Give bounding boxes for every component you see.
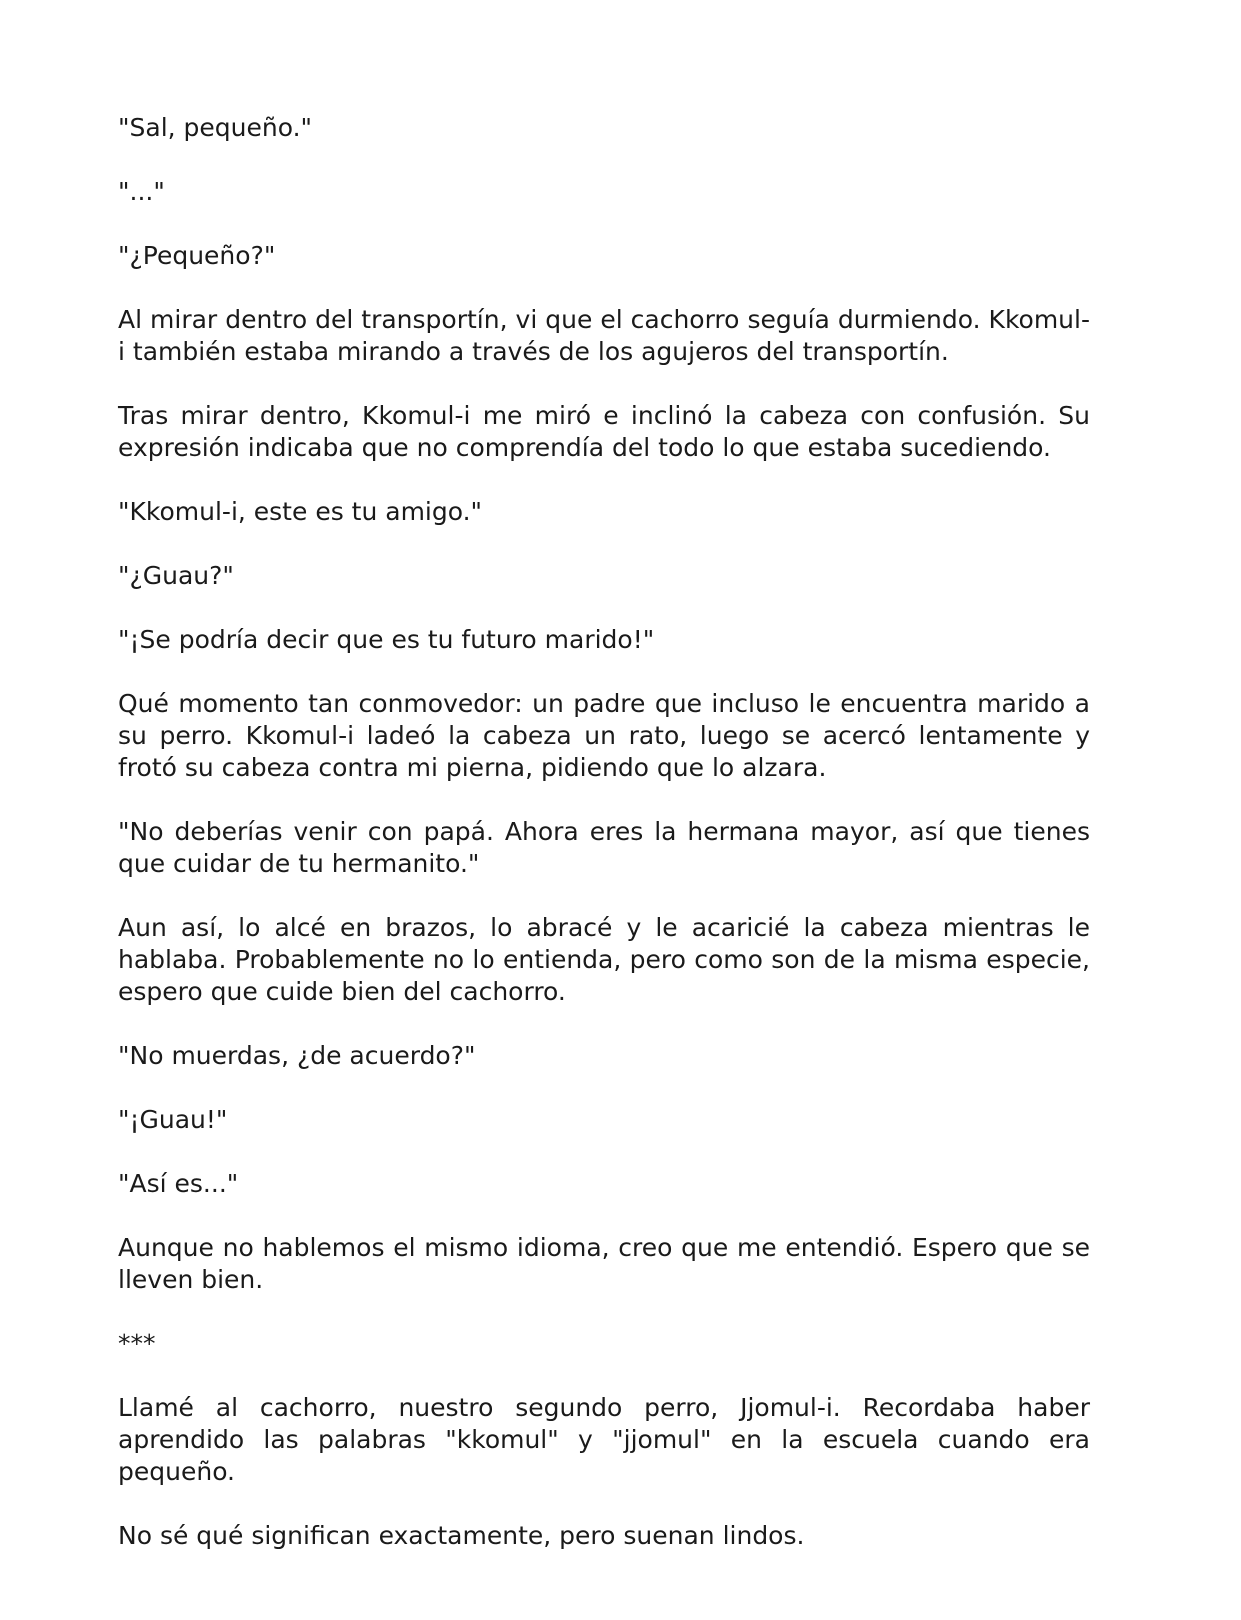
paragraph-15: Aunque no hablemos el mismo idioma, creo que me entendió. Espero que se lleven bien. [118, 1233, 1090, 1294]
paragraph-1: "Sal, pequeño." [118, 113, 313, 142]
paragraph-8: "¡Se podría decir que es tu futuro marido!" [118, 625, 655, 654]
paragraph-6: "Kkomul-i, este es tu amigo." [118, 497, 483, 526]
paragraph-7: "¿Guau?" [118, 561, 234, 590]
paragraph-10: "No deberías venir con papá. Ahora eres la hermana mayor, así que tienes que cuidar de tu hermanito." [118, 817, 1090, 878]
paragraph-9: Qué momento tan conmovedor: un padre que incluso le encuentra marido a su perro. Kkomul-i ladeó la cabeza un rato, luego se acercó lentamente y frotó su cabeza contra mi pierna, pidiendo que lo alzara. [118, 689, 1090, 782]
document-body [118, 112, 1090, 1584]
paragraph-2: "..." [118, 177, 165, 206]
paragraph-5: Tras mirar dentro, Kkomul-i me miró e inclinó la cabeza con confusión. Su expresión indicaba que no comprendía del todo lo que estaba sucediendo. [118, 401, 1090, 462]
paragraph-12: "No muerdas, ¿de acuerdo?" [118, 1041, 476, 1070]
paragraph-13: "¡Guau!" [118, 1105, 228, 1134]
paragraph-17: No sé qué significan exactamente, pero suenan lindos. [118, 1521, 805, 1550]
paragraph-3: "¿Pequeño?" [118, 241, 276, 270]
paragraph-16: Llamé al cachorro, nuestro segundo perro, Jjomul-i. Recordaba haber aprendido las palabras "kkomul" y "jjomul" en la escuela cuando era pequeño. [118, 1393, 1090, 1486]
paragraph-4: Al mirar dentro del transportín, vi que el cachorro seguía durmiendo. Kkomul-i también estaba mirando a través de los agujeros del transportín. [118, 305, 1090, 366]
paragraph-14: "Así es..." [118, 1169, 239, 1198]
paragraph-11: Aun así, lo alcé en brazos, lo abracé y le acaricié la cabeza mientras le hablaba. Probablemente no lo entienda, pero como son de la misma especie, espero que cuide bien del cachorro. [118, 913, 1090, 1006]
section-separator: *** [118, 1329, 156, 1358]
